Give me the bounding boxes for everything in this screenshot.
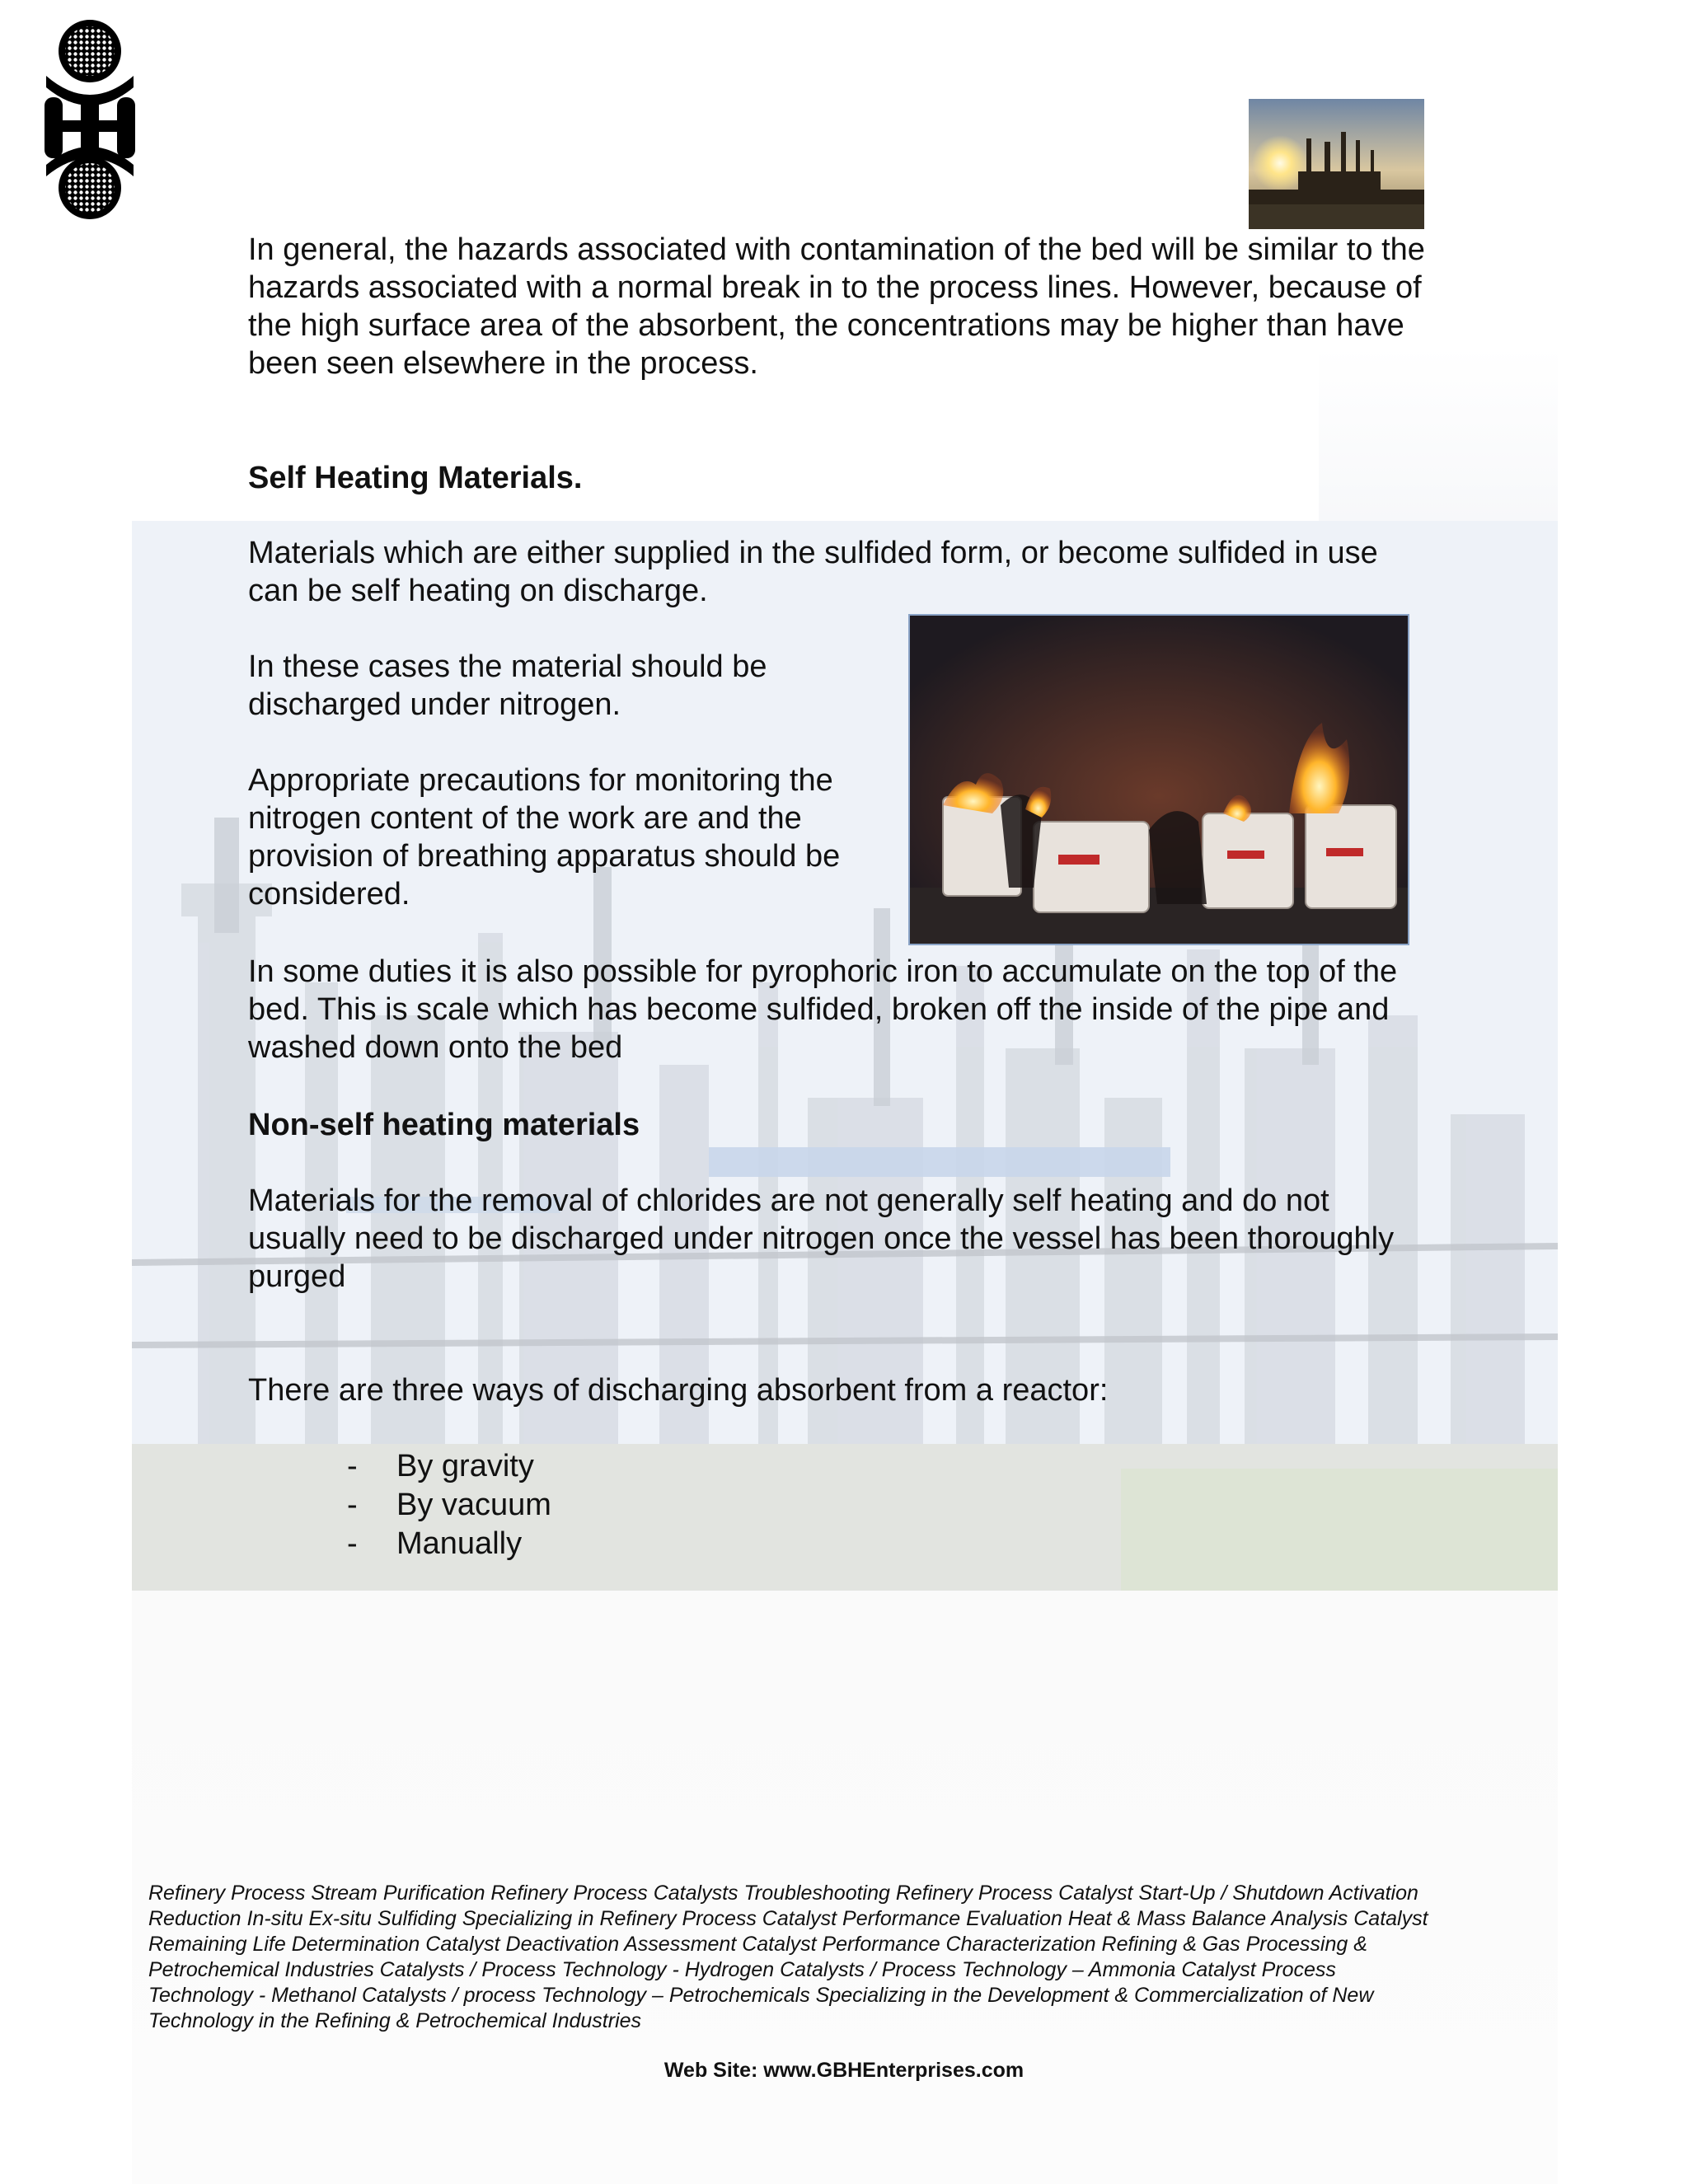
pyrophoric-paragraph: In some duties it is also possible for pyrophoric iron to accumulate on the top of the bed. This is scale which has become sulfided, broken off the inside of the pipe and washed down onto the bed (248, 954, 1398, 1065)
company-logo (38, 16, 142, 223)
list-item-label: Manually (396, 1526, 523, 1561)
non-self-heating-heading: Non-self heating materials (248, 1108, 640, 1142)
list-dash: - (347, 1449, 358, 1483)
footer-website[interactable]: Web Site: www.GBHEnterprises.com (663, 2059, 1025, 2082)
precautions-paragraph: Appropriate precautions for monitoring the nitrogen content of the work are and the provision of breathing apparatus should be considered. (248, 763, 841, 912)
discharge-methods-intro: There are three ways of discharging absorbent from a reactor: (248, 1373, 1109, 1408)
chlorides-paragraph: Materials for the removal of chlorides are not generally self heating and do not usually need to be discharged under nitrogen once the vessel has been thoroughly purged (248, 1183, 1395, 1294)
intro-paragraph: In general, the hazards associated with contamination of the bed will be similar to the hazards associated with a normal break in to the process lines. However, because of the high surface area of the absorbent, the concentrations may be higher than have been seen elsewhere in the process. (248, 232, 1425, 381)
refinery-sunset-photo (1249, 99, 1424, 229)
list-item-label: By vacuum (396, 1488, 551, 1522)
list-item-label: By gravity (396, 1449, 534, 1483)
list-dash: - (347, 1488, 358, 1522)
burning-catalyst-bags-photo (908, 614, 1409, 945)
discharge-methods-list (347, 1447, 551, 1563)
list-item (347, 1525, 551, 1563)
footer-services-text: Refinery Process Stream Purification Refinery Process Catalysts Troubleshooting Refinery Process Catalyst Start-Up / Shutdown Activation Reduction In-situ Ex-situ Sulfiding Specializing in Refinery Process Catalyst Performance Evaluation Heat & Mass Balance Analysis Catalyst Remaining Life Determination Catalyst Deactivation Assessment Catalyst Performance Characterization Refining & Gas Processing & Petrochemical Industries Catalysts / Process Technology - Hydrogen Catalysts / Process Technology – Ammonia Catalyst Process Technology - Methanol Catalysts / process Technology – Petrochemicals Specializing in the Development & Commercialization of New Technology in the Refining & Petrochemical Industries (148, 1882, 1428, 2032)
nitrogen-paragraph: In these cases the material should be discharged under nitrogen. (248, 649, 767, 722)
self-heating-paragraph: Materials which are either supplied in the sulfided form, or become sulfided in use can be self heating on discharge. (248, 536, 1378, 608)
list-dash: - (347, 1526, 358, 1561)
list-item (347, 1486, 551, 1525)
list-item (347, 1447, 551, 1486)
self-heating-heading: Self Heating Materials. (248, 461, 583, 495)
